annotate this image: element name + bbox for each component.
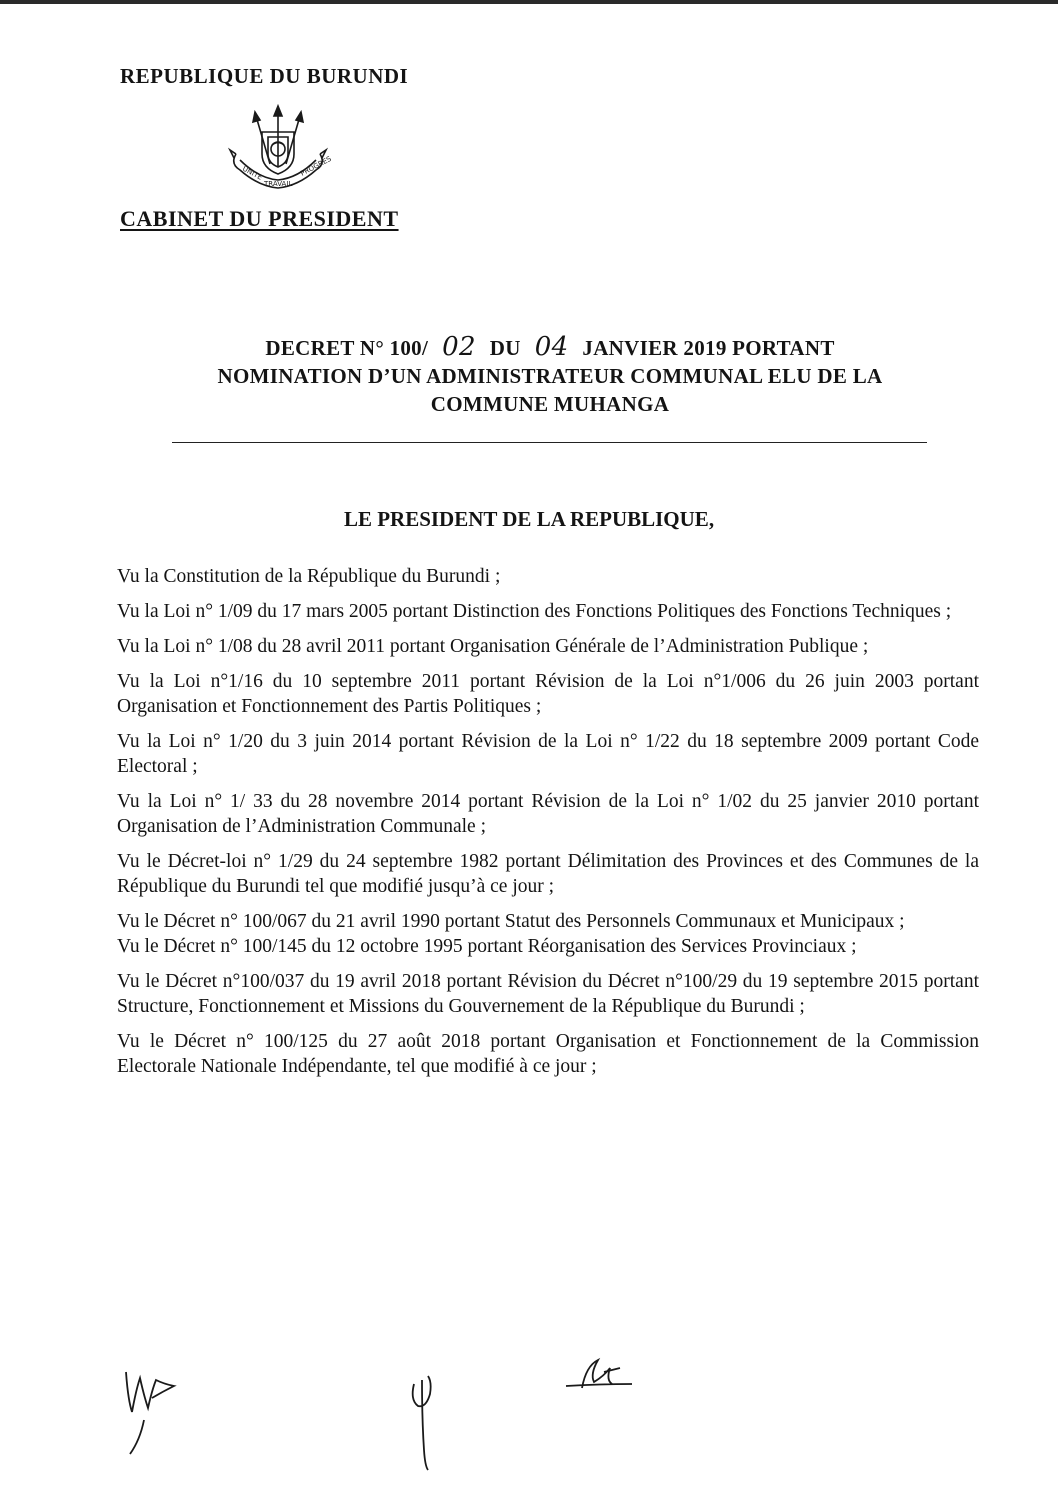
decree-title-line2: NOMINATION D’UN ADMINISTRATEUR COMMUNAL ELU DE LA <box>217 364 883 388</box>
consideration-item: Vu le Décret n° 100/067 du 21 avril 1990 portant Statut des Personnels Communaux et Municipaux ; <box>117 911 905 932</box>
svg-text:UNITE: UNITE <box>241 164 264 182</box>
initial-signature-left <box>118 1350 188 1460</box>
consideration-item: Vu le Décret n° 100/145 du 12 octobre 1995 portant Réorganisation des Services Provinciaux ; <box>117 936 857 957</box>
decree-title-line3: COMMUNE MUHANGA <box>430 392 670 416</box>
decree-du: DU <box>489 336 521 360</box>
republic-heading: REPUBLIQUE DU BURUNDI <box>120 64 409 88</box>
decree-date-rest: JANVIER 2019 PORTANT <box>582 336 835 360</box>
consideration-item: Vu la Loi n° 1/20 du 3 juin 2014 portant Révision de la Loi n° 1/22 du 18 septembre 2009 portant Code Electoral ; <box>117 731 979 777</box>
decree-prefix: DECRET N° 100/ <box>265 336 429 360</box>
consideration-item: Vu le Décret-loi n° 1/29 du 24 septembre 1982 portant Délimitation des Provinces et des Communes de la République du Burundi tel que modifié jusqu’à ce jour ; <box>117 851 979 897</box>
decree-day-handwritten: 04 <box>534 332 569 362</box>
decree-number-handwritten: 02 <box>442 332 476 362</box>
cabinet-heading: CABINET DU PRESIDENT <box>120 206 399 231</box>
svg-text:PROGRES: PROGRES <box>299 154 333 178</box>
scan-top-edge <box>0 0 1058 4</box>
decree-title <box>150 333 950 418</box>
considerations-list <box>117 564 979 1089</box>
consideration-item: Vu la Loi n° 1/09 du 17 mars 2005 portant Distinction des Fonctions Politiques des Fonctions Techniques ; <box>117 601 952 622</box>
consideration-item: Vu le Décret n°100/037 du 19 avril 2018 portant Révision du Décret n°100/29 du 19 septembre 2015 portant Structure, Fonctionnement et Missions du Gouvernement de la République du Burundi ; <box>117 971 979 1017</box>
initial-signature-right <box>560 1354 640 1404</box>
decree-title-line1 <box>150 333 950 362</box>
consideration-item: Vu la Constitution de la République du Burundi ; <box>117 566 501 587</box>
president-heading: LE PRESIDENT DE LA REPUBLIQUE, <box>343 507 715 531</box>
coat-of-arms-icon <box>222 104 334 200</box>
initials-row <box>0 1340 1058 1490</box>
consideration-item: Vu la Loi n°1/16 du 10 septembre 2011 portant Révision de la Loi n°1/006 du 26 juin 2003 portant Organisation et Fonctionnement des Partis Politiques ; <box>117 671 979 717</box>
svg-text:TRAVAIL: TRAVAIL <box>264 180 293 188</box>
consideration-item: Vu la Loi n° 1/ 33 du 28 novembre 2014 portant Révision de la Loi n° 1/02 du 25 janvier 2010 portant Organisation de l’Administration Communale ; <box>117 791 979 837</box>
title-separator <box>172 442 927 443</box>
consideration-item: Vu la Loi n° 1/08 du 28 avril 2011 portant Organisation Générale de l’Administration Publique ; <box>117 636 869 657</box>
consideration-item: Vu le Décret n° 100/125 du 27 août 2018 portant Organisation et Fonctionnement de la Commission Electorale Nationale Indépendante, tel que modifié à ce jour ; <box>117 1031 979 1077</box>
initial-signature-middle <box>400 1370 450 1490</box>
